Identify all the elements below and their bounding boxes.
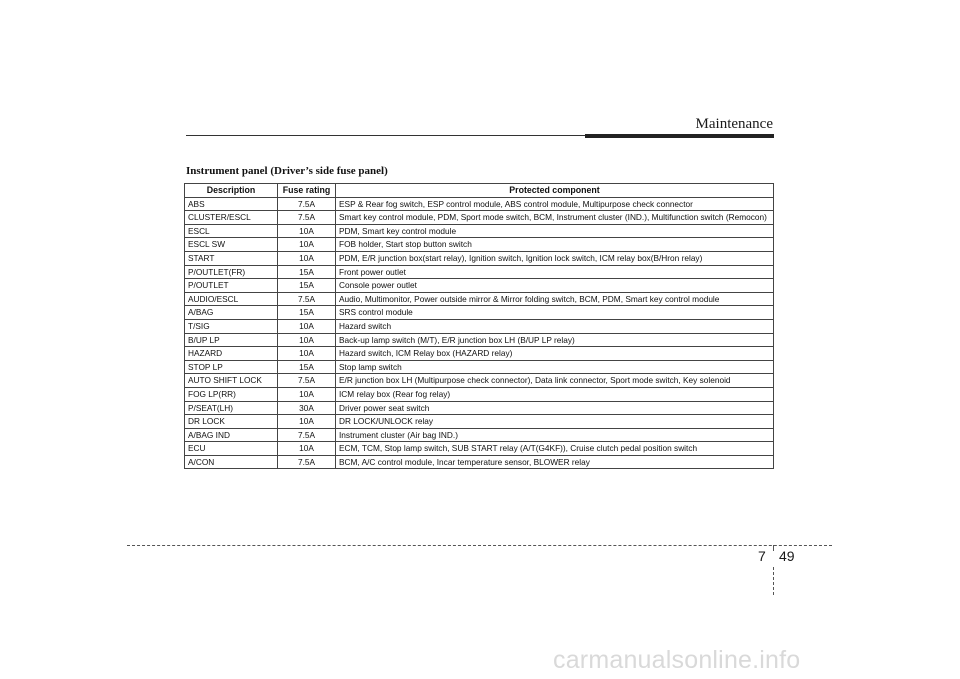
table-row bbox=[185, 211, 774, 225]
fuse-rating: 10A bbox=[278, 442, 336, 456]
fuse-rating: 7.5A bbox=[278, 292, 336, 306]
fuse-rating: 15A bbox=[278, 265, 336, 279]
fuse-rating: 10A bbox=[278, 251, 336, 265]
protected-component: Driver power seat switch bbox=[336, 401, 774, 415]
fuse-description: AUTO SHIFT LOCK bbox=[185, 374, 278, 388]
fuse-rating: 10A bbox=[278, 333, 336, 347]
table-row bbox=[185, 224, 774, 238]
table-row bbox=[185, 387, 774, 401]
fuse-description: B/UP LP bbox=[185, 333, 278, 347]
watermark: carmanualsonline.info bbox=[553, 646, 801, 674]
fuse-description: T/SIG bbox=[185, 319, 278, 333]
fuse-rating: 10A bbox=[278, 347, 336, 361]
table-row bbox=[185, 360, 774, 374]
fuse-rating: 7.5A bbox=[278, 455, 336, 469]
column-header-protected-component: Protected component bbox=[336, 184, 774, 198]
protected-component: E/R junction box LH (Multipurpose check connector), Data link connector, Sport mode switch, Key solenoid bbox=[336, 374, 774, 388]
fuse-description: STOP LP bbox=[185, 360, 278, 374]
table-row bbox=[185, 374, 774, 388]
chapter-number: 7 bbox=[758, 548, 766, 564]
fuse-rating: 7.5A bbox=[278, 374, 336, 388]
fuse-description: AUDIO/ESCL bbox=[185, 292, 278, 306]
fuse-description: FOG LP(RR) bbox=[185, 387, 278, 401]
protected-component: PDM, Smart key control module bbox=[336, 224, 774, 238]
fuse-rating: 7.5A bbox=[278, 197, 336, 211]
fuse-description: ESCL SW bbox=[185, 238, 278, 252]
fuse-description: START bbox=[185, 251, 278, 265]
fuse-description: ECU bbox=[185, 442, 278, 456]
fuse-rating: 10A bbox=[278, 415, 336, 429]
protected-component: Instrument cluster (Air bag IND.) bbox=[336, 428, 774, 442]
fuse-rating: 7.5A bbox=[278, 428, 336, 442]
fuse-rating: 10A bbox=[278, 387, 336, 401]
table-row bbox=[185, 238, 774, 252]
protected-component: FOB holder, Start stop button switch bbox=[336, 238, 774, 252]
protected-component: Audio, Multimonitor, Power outside mirror & Mirror folding switch, BCM, PDM, Smart key control module bbox=[336, 292, 774, 306]
section-title: Instrument panel (Driver’s side fuse panel) bbox=[186, 165, 388, 177]
protected-component: Hazard switch bbox=[336, 319, 774, 333]
fuse-description: A/BAG IND bbox=[185, 428, 278, 442]
fuse-description: A/CON bbox=[185, 455, 278, 469]
column-header-fuse-rating: Fuse rating bbox=[278, 184, 336, 198]
footer-dashed-rule bbox=[127, 545, 832, 546]
protected-component: PDM, E/R junction box(start relay), Ignition switch, Ignition lock switch, ICM relay box(B/Hron relay) bbox=[336, 251, 774, 265]
table-row bbox=[185, 292, 774, 306]
table-row bbox=[185, 306, 774, 320]
table-row bbox=[185, 347, 774, 361]
page-number: 49 bbox=[779, 548, 795, 564]
protected-component: ICM relay box (Rear fog relay) bbox=[336, 387, 774, 401]
fuse-description: P/SEAT(LH) bbox=[185, 401, 278, 415]
protected-component: Front power outlet bbox=[336, 265, 774, 279]
table-row bbox=[185, 401, 774, 415]
fuse-rating: 15A bbox=[278, 306, 336, 320]
table-row bbox=[185, 455, 774, 469]
protected-component: Back-up lamp switch (M/T), E/R junction box LH (B/UP LP relay) bbox=[336, 333, 774, 347]
protected-component: ESP & Rear fog switch, ESP control module, ABS control module, Multipurpose check connector bbox=[336, 197, 774, 211]
fuse-rating: 15A bbox=[278, 360, 336, 374]
table-row bbox=[185, 428, 774, 442]
column-header-description: Description bbox=[185, 184, 278, 198]
fuse-description: HAZARD bbox=[185, 347, 278, 361]
table-row bbox=[185, 279, 774, 293]
protected-component: Console power outlet bbox=[336, 279, 774, 293]
fuse-description: DR LOCK bbox=[185, 415, 278, 429]
header-accent-bar bbox=[585, 134, 774, 138]
protected-component: DR LOCK/UNLOCK relay bbox=[336, 415, 774, 429]
fuse-description: P/OUTLET bbox=[185, 279, 278, 293]
footer-divider-upper bbox=[773, 545, 774, 551]
fuse-table bbox=[184, 183, 774, 469]
footer-divider-lower bbox=[773, 567, 774, 595]
fuse-description: ABS bbox=[185, 197, 278, 211]
protected-component: Hazard switch, ICM Relay box (HAZARD relay) bbox=[336, 347, 774, 361]
protected-component: Stop lamp switch bbox=[336, 360, 774, 374]
fuse-rating: 10A bbox=[278, 238, 336, 252]
fuse-description: CLUSTER/ESCL bbox=[185, 211, 278, 225]
fuse-rating: 10A bbox=[278, 319, 336, 333]
table-row bbox=[185, 197, 774, 211]
fuse-description: P/OUTLET(FR) bbox=[185, 265, 278, 279]
table-row bbox=[185, 319, 774, 333]
table-row bbox=[185, 251, 774, 265]
fuse-description: A/BAG bbox=[185, 306, 278, 320]
fuse-description: ESCL bbox=[185, 224, 278, 238]
protected-component: SRS control module bbox=[336, 306, 774, 320]
table-row bbox=[185, 442, 774, 456]
table-row bbox=[185, 415, 774, 429]
fuse-rating: 10A bbox=[278, 224, 336, 238]
table-row bbox=[185, 265, 774, 279]
protected-component: Smart key control module, PDM, Sport mode switch, BCM, Instrument cluster (IND.), Multifunction switch (Remocon) bbox=[336, 211, 774, 225]
fuse-rating: 7.5A bbox=[278, 211, 336, 225]
fuse-rating: 15A bbox=[278, 279, 336, 293]
page-header-title: Maintenance bbox=[695, 116, 773, 132]
fuse-table-header-row bbox=[185, 184, 774, 198]
protected-component: ECM, TCM, Stop lamp switch, SUB START relay (A/T(G4KF)), Cruise clutch pedal position switch bbox=[336, 442, 774, 456]
fuse-rating: 30A bbox=[278, 401, 336, 415]
table-row bbox=[185, 333, 774, 347]
protected-component: BCM, A/C control module, Incar temperature sensor, BLOWER relay bbox=[336, 455, 774, 469]
fuse-table-body bbox=[185, 197, 774, 469]
